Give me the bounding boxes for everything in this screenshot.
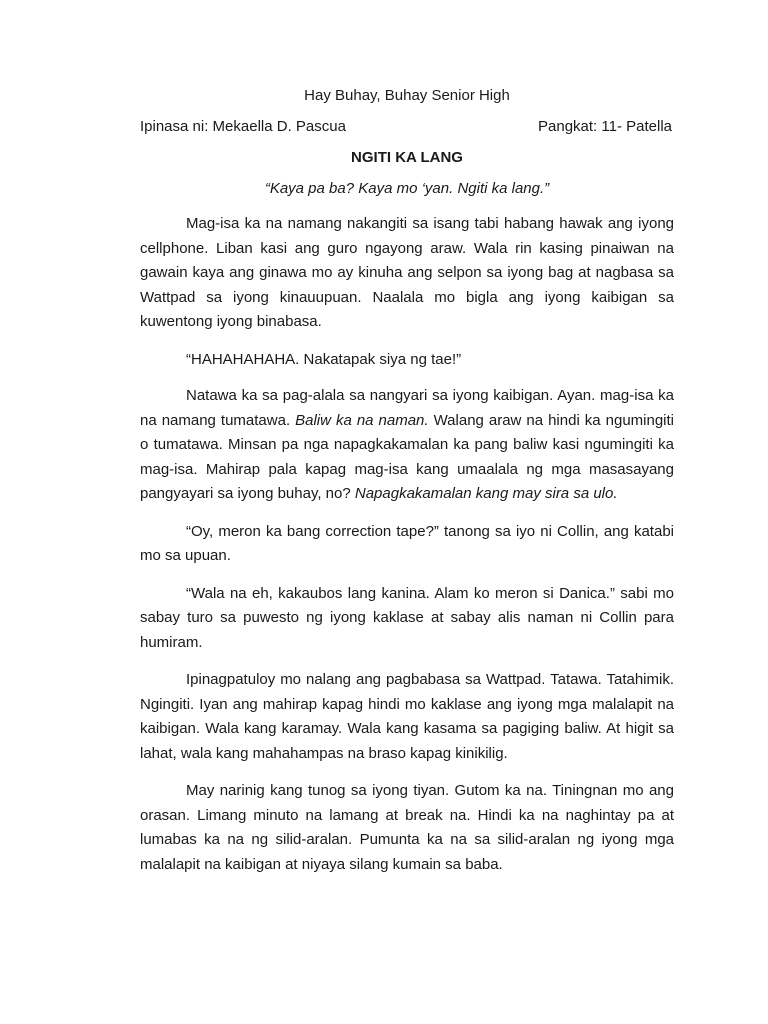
paragraph-3-part-c: Walang araw na hindi ka ngumingiti o tumatawa. Minsan pa nga napagkakamalan ka pang baliw kasi ngumingiti ka mag-isa. Mahirap pala kapag mag-isa kang umaalala ng mga masasayang pangyayari sa iyong buhay, no? (140, 411, 675, 502)
document-page (140, 84, 674, 890)
paragraph-3 (140, 384, 674, 507)
paragraph-1: Mag-isa ka na namang nakangiti sa isang tabi habang hawak ang iyong cellphone. Liban kasi ang guro ngayong araw. Wala rin kasing pinaiwan na gawain kaya ang ginawa mo ay kinuha ang selpon sa iyong bag at nagbasa sa Wattpad sa iyong kinauupuan. Naalala mo bigla ang iyong kaibigan sa kuwentong iyong binabasa. (140, 215, 674, 330)
story-epigraph: “Kaya pa ba? Kaya mo ‘yan. Ngiti ka lang.” (264, 180, 550, 197)
section-label: Pangkat: 11- Patella (538, 118, 672, 135)
paragraph-2: “HAHAHAHAHA. Nakatapak siya ng tae!” (186, 350, 462, 368)
paragraph-3-italic-d: Napagkakamalan kang may sira sa ulo. (354, 485, 618, 502)
submitted-by: Ipinasa ni: Mekaella D. Pascua (140, 118, 346, 135)
story-title: NGITI KA LANG (351, 149, 463, 166)
paragraph-3-part-a: Natawa ka sa pag-alala sa nangyari sa iyong kaibigan. Ayan. mag-isa ka na namang tumatawa. (140, 387, 674, 429)
paragraph-5: “Wala na eh, kakaubos lang kanina. Alam ko meron si Danica.” sabi mo sabay turo sa puwesto ng iyong kaklase at sabay alis naman ni Collin para humiram. (140, 584, 674, 651)
meta-row (140, 115, 674, 139)
paragraph-4: “Oy, meron ka bang correction tape?” tanong sa iyo ni Collin, ang katabi mo sa upuan. (140, 522, 674, 564)
document-header-title: Hay Buhay, Buhay Senior High (304, 87, 510, 104)
paragraph-7: May narinig kang tunog sa iyong tiyan. Gutom ka na. Tiningnan mo ang orasan. Limang minuto na lamang at break na. Hindi ka na naghintay pa at lumabas ka na ng silid-aralan. Pumunta ka na sa silid-aralan ng iyong mga malalapit na kaibigan at niyaya silang kumain sa baba. (140, 782, 674, 873)
paragraph-6: Ipinagpatuloy mo nalang ang pagbabasa sa Wattpad. Tatawa. Tatahimik. Ngingiti. Iyan ang mahirap kapag hindi mo kaklase ang iyong mga malalapit na kaibigan. Wala kang karamay. Wala kang kasama sa pagiging baliw. At higit sa lahat, wala kang mahahampas na braso kapag kinikilig. (140, 671, 674, 762)
paragraph-3-italic-a: Baliw ka na naman. (295, 411, 429, 429)
